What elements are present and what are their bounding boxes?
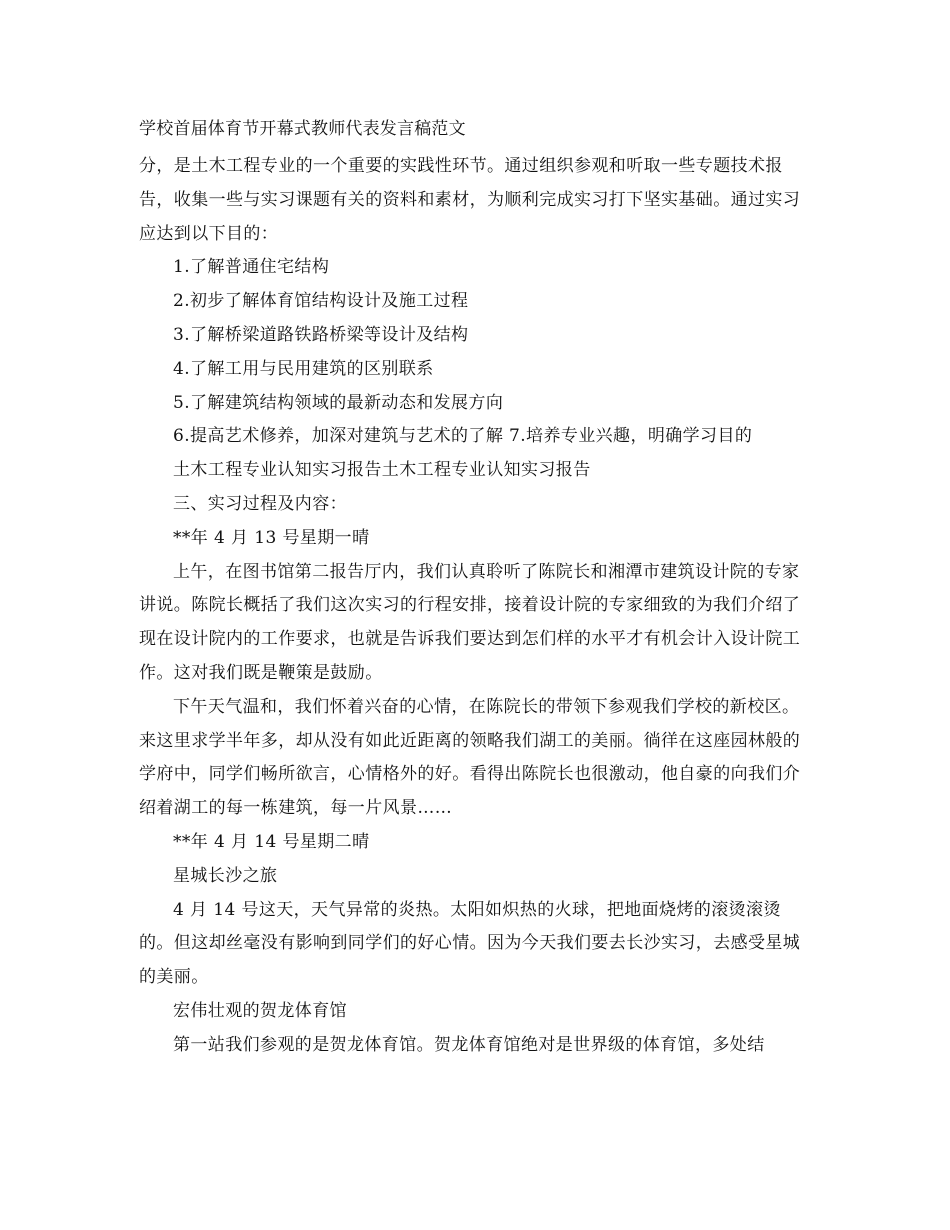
subheading-helong-stadium: 宏伟壮观的贺龙体育馆 — [173, 1000, 347, 1021]
paragraph-afternoon-campus: 下午天气温和，我们怀着兴奋的心情，在陈院长的带领下参观我们学校的新校区。来这里求学半年多，却从没有如此近距离的领略我们湖工的美丽。徜徉在这座园林般的学府中，同学们畅所欲言，心情格外的好。看得出陈院长也很激动，他自豪的向我们介绍着湖工的每一栋建筑，每一片风景…… — [139, 696, 801, 819]
document-title: 学校首届体育节开幕式教师代表发言稿范文 — [139, 119, 466, 139]
section-heading-process: 三、实习过程及内容： — [173, 493, 347, 514]
date-heading-april-14: **年 4 月 14 号星期二晴 — [173, 831, 370, 852]
list-item-goal-4: 4.了解工用与民用建筑的区别联系 — [173, 358, 434, 379]
list-item-goal-2: 2.初步了解体育馆结构设计及施工过程 — [173, 291, 469, 312]
list-item-goal-6-7: 6.提高艺术修养，加深对建筑与艺术的了解 7.培养专业兴趣，明确学习目的 — [173, 426, 753, 447]
list-item-goal-5: 5.了解建筑结构领域的最新动态和发展方向 — [173, 392, 504, 413]
list-item-goal-1: 1.了解普通住宅结构 — [173, 257, 330, 278]
paragraph-hot-weather: 4 月 14 号这天，天气异常的炎热。太阳如炽热的火球，把地面烧烤的滚烫滚烫的。但这却丝毫没有影响到同学们的好心情。因为今天我们要去长沙实习，去感受星城的美丽。 — [139, 899, 801, 988]
date-heading-april-13: **年 4 月 13 号星期一晴 — [173, 527, 370, 548]
document-body — [139, 150, 815, 1063]
report-title-line: 土木工程专业认知实习报告土木工程专业认知实习报告 — [173, 460, 591, 481]
paragraph-first-stop: 第一站我们参观的是贺龙体育馆。贺龙体育馆绝对是世界级的体育馆，多处结 — [173, 1034, 765, 1055]
paragraph-practice-purpose: 分，是土木工程专业的一个重要的实践性环节。通过组织参观和听取一些专题技术报告，收集一些与实习课题有关的资料和素材，为顺利完成实习打下坚实基础。通过实习应达到以下目的： — [139, 156, 801, 244]
subheading-changsha-trip: 星城长沙之旅 — [173, 865, 278, 886]
paragraph-morning-lecture: 上午，在图书馆第二报告厅内，我们认真聆听了陈院长和湘潭市建筑设计院的专家讲说。陈院长概括了我们这次实习的行程安排，接着设计院的专家细致的为我们介绍了现在设计院内的工作要求，也就是告诉我们要达到怎们样的水平才有机会计入设计院工作。这对我们既是鞭策是鼓励。 — [139, 561, 801, 683]
list-item-goal-3: 3.了解桥梁道路铁路桥梁等设计及结构 — [173, 324, 469, 345]
